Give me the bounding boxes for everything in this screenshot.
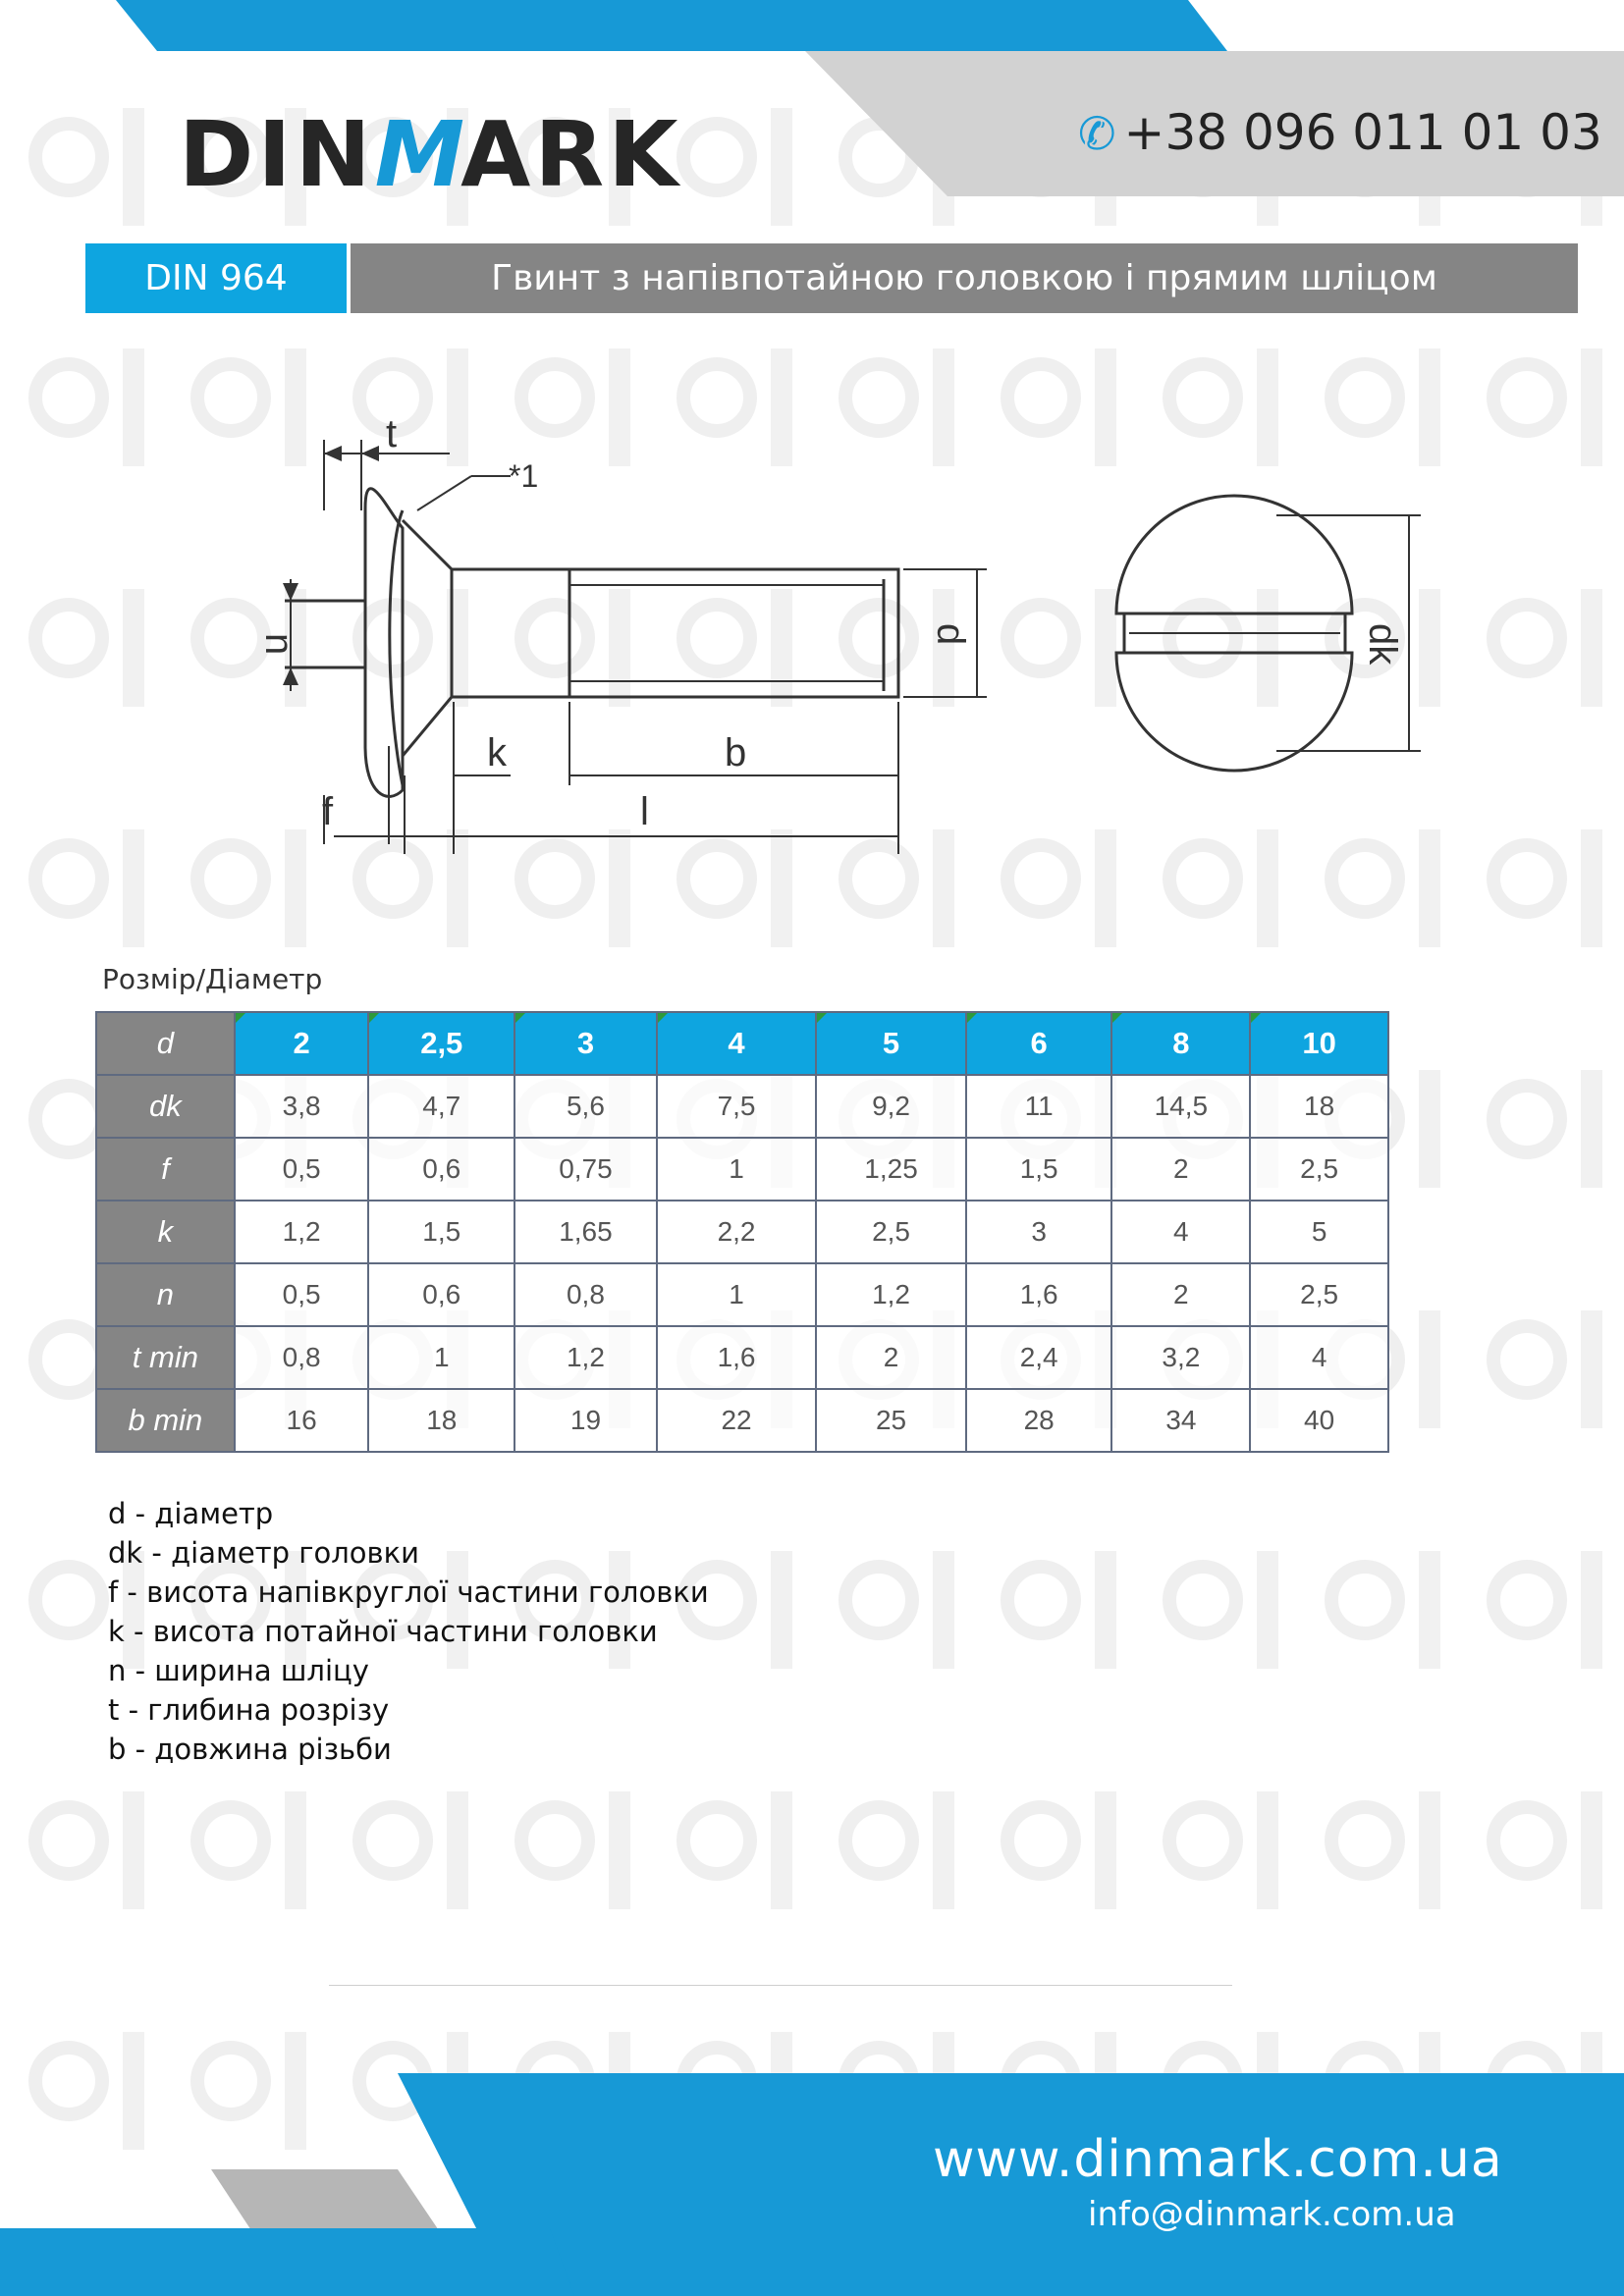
legend-item: d - діаметр — [108, 1497, 274, 1530]
email-link[interactable]: info@dinmark.com.ua — [1088, 2195, 1456, 2234]
legend — [108, 1494, 709, 1769]
pattern-nut-shape — [1007, 1567, 1074, 1633]
legend-item: k - висота потайної частини головки — [108, 1615, 658, 1648]
pattern-bolt-shape — [771, 1551, 792, 1669]
phone-number: +38 096 011 01 03 — [1123, 104, 1602, 161]
table-row — [96, 1326, 1388, 1389]
column-header-text: 8 — [1172, 1026, 1190, 1060]
table-cell: 0,8 — [514, 1263, 657, 1326]
column-header-text: 3 — [576, 1026, 595, 1060]
column-header-cell — [816, 1012, 966, 1075]
table-cell: 2,2 — [657, 1201, 816, 1263]
table-cell: 19 — [514, 1389, 657, 1452]
table-header-row — [96, 1012, 1388, 1075]
table-cell: 4 — [1250, 1326, 1388, 1389]
pattern-nut-shape — [35, 1326, 102, 1393]
table-cell: 9,2 — [816, 1075, 966, 1138]
column-header-text: 4 — [728, 1026, 745, 1060]
table-cell: 4,7 — [368, 1075, 514, 1138]
pattern-bolt-shape — [1581, 1791, 1602, 1909]
table-cell: 2,5 — [1250, 1263, 1388, 1326]
table-cell: 5 — [1250, 1201, 1388, 1263]
table-row — [96, 1263, 1388, 1326]
table-cell: 3 — [966, 1201, 1112, 1263]
row-header-cell: dk — [96, 1075, 235, 1138]
table-cell: 28 — [966, 1389, 1112, 1452]
corner-marker — [515, 1013, 525, 1023]
phone-icon: ✆ — [1078, 107, 1116, 160]
pattern-bolt-shape — [1257, 1551, 1278, 1669]
table-caption: Розмір/Діаметр — [102, 963, 323, 995]
table-cell: 1,25 — [816, 1138, 966, 1201]
label-n: n — [257, 633, 300, 656]
table-cell: 11 — [966, 1075, 1112, 1138]
pattern-bolt-shape — [1419, 1070, 1440, 1188]
column-header-cell — [368, 1012, 514, 1075]
legend-item: f - висота напівкруглої частини головки — [108, 1575, 709, 1609]
table-cell: 2,4 — [966, 1326, 1112, 1389]
corner-marker — [236, 1013, 245, 1023]
table-cell: 40 — [1250, 1389, 1388, 1452]
pattern-bolt-shape — [771, 1791, 792, 1909]
table-cell: 1,6 — [966, 1263, 1112, 1326]
pattern-nut-shape — [1169, 1807, 1236, 1874]
pattern-nut-shape — [1493, 1326, 1560, 1393]
column-header-cell — [966, 1012, 1112, 1075]
table-cell: 0,75 — [514, 1138, 657, 1201]
dimensions-table — [95, 1011, 1389, 1453]
corner-marker — [967, 1013, 977, 1023]
label-l: l — [640, 790, 649, 833]
table-cell: 7,5 — [657, 1075, 816, 1138]
column-header-text: 2 — [293, 1026, 310, 1060]
pattern-nut-shape — [35, 1086, 102, 1152]
table-cell: 16 — [235, 1389, 369, 1452]
table-cell: 1 — [657, 1263, 816, 1326]
pattern-bolt-shape — [1581, 1310, 1602, 1428]
row-header-cell: n — [96, 1263, 235, 1326]
column-header-text: 5 — [882, 1026, 900, 1060]
table-cell: 3,2 — [1111, 1326, 1250, 1389]
pattern-bolt-shape — [609, 1791, 630, 1909]
label-note: *1 — [509, 458, 539, 494]
column-header-cell — [514, 1012, 657, 1075]
table-cell: 4 — [1111, 1201, 1250, 1263]
pattern-nut-shape — [1331, 1807, 1398, 1874]
technical-drawing — [0, 0, 1624, 883]
pattern-bolt-shape — [1095, 1791, 1116, 1909]
table-cell: 2 — [1111, 1138, 1250, 1201]
corner-marker — [1112, 1013, 1122, 1023]
pattern-nut-shape — [197, 1807, 264, 1874]
table-cell: 1 — [368, 1326, 514, 1389]
table-cell: 1,2 — [816, 1263, 966, 1326]
corner-marker — [1251, 1013, 1261, 1023]
table-cell: 1,5 — [966, 1138, 1112, 1201]
pattern-nut-shape — [1493, 1086, 1560, 1152]
table-cell: 2,5 — [1250, 1138, 1388, 1201]
table-row — [96, 1389, 1388, 1452]
table-cell: 1,65 — [514, 1201, 657, 1263]
label-t: t — [386, 412, 398, 455]
corner-marker — [817, 1013, 827, 1023]
screw-side-view — [285, 489, 898, 797]
pattern-bolt-shape — [1581, 1551, 1602, 1669]
table-cell: 0,6 — [368, 1263, 514, 1326]
row-header-cell: k — [96, 1201, 235, 1263]
pattern-nut-shape — [1493, 1807, 1560, 1874]
pattern-bolt-shape — [1419, 1791, 1440, 1909]
column-header-cell — [1111, 1012, 1250, 1075]
table-cell: 14,5 — [1111, 1075, 1250, 1138]
table-cell: 3,8 — [235, 1075, 369, 1138]
table-cell: 2 — [1111, 1263, 1250, 1326]
table-cell: 0,5 — [235, 1138, 369, 1201]
row-header-cell: f — [96, 1138, 235, 1201]
pattern-bolt-shape — [933, 1551, 954, 1669]
logo-text-m: M — [374, 102, 461, 207]
pattern-nut-shape — [359, 1807, 426, 1874]
corner-marker — [369, 1013, 379, 1023]
label-b: b — [725, 731, 747, 774]
logo-text-left: DIN — [179, 102, 375, 207]
table-row — [96, 1138, 1388, 1201]
table-cell: 1,2 — [235, 1201, 369, 1263]
pattern-nut-shape — [35, 1807, 102, 1874]
standard-label: DIN 964 — [144, 258, 288, 298]
legend-item: t - глибина розрізу — [108, 1693, 390, 1727]
pattern-nut-shape — [683, 1807, 750, 1874]
pattern-bolt-shape — [1419, 1310, 1440, 1428]
table-cell: 22 — [657, 1389, 816, 1452]
pattern-nut-shape — [845, 1807, 912, 1874]
table-cell: 18 — [368, 1389, 514, 1452]
table-cell: 0,6 — [368, 1138, 514, 1201]
column-header-text: 2,5 — [420, 1026, 463, 1060]
table-cell: 0,5 — [235, 1263, 369, 1326]
column-header-text: 10 — [1302, 1026, 1336, 1060]
row-header-cell: b min — [96, 1389, 235, 1452]
corner-marker — [658, 1013, 668, 1023]
table-cell: 0,8 — [235, 1326, 369, 1389]
pattern-nut-shape — [845, 1567, 912, 1633]
website-link[interactable]: www.dinmark.com.ua — [933, 2130, 1503, 2189]
column-header-cell — [1250, 1012, 1388, 1075]
table-cell: 25 — [816, 1389, 966, 1452]
pattern-bolt-shape — [933, 1791, 954, 1909]
pattern-nut-shape — [35, 1567, 102, 1633]
pattern-nut-shape — [1493, 1567, 1560, 1633]
label-dk: dk — [1361, 623, 1404, 666]
pattern-bolt-shape — [1419, 1551, 1440, 1669]
pattern-nut-shape — [521, 1807, 588, 1874]
table-cell: 1 — [657, 1138, 816, 1201]
pattern-bolt-shape — [1257, 1791, 1278, 1909]
pattern-nut-shape — [1331, 1567, 1398, 1633]
row-header-cell: t min — [96, 1326, 235, 1389]
pattern-bolt-shape — [123, 1791, 144, 1909]
pattern-bolt-shape — [1095, 1551, 1116, 1669]
pattern-bolt-shape — [447, 1791, 468, 1909]
column-header-cell — [657, 1012, 816, 1075]
table-cell: 18 — [1250, 1075, 1388, 1138]
column-header-cell — [235, 1012, 369, 1075]
legend-item: b - довжина різьби — [108, 1733, 392, 1766]
label-d: d — [929, 623, 972, 646]
pattern-nut-shape — [1007, 1807, 1074, 1874]
label-f: f — [322, 790, 334, 833]
table-row — [96, 1075, 1388, 1138]
table-cell: 2 — [816, 1326, 966, 1389]
table-row — [96, 1201, 1388, 1263]
logo-text-right: ARK — [460, 102, 682, 207]
column-header-text: 6 — [1030, 1026, 1048, 1060]
product-title: Гвинт з напівпотайною головкою і прямим шліцом — [491, 258, 1437, 298]
label-k: k — [487, 731, 507, 774]
table-cell: 2,5 — [816, 1201, 966, 1263]
table-cell: 1,2 — [514, 1326, 657, 1389]
legend-item: dk - діаметр головки — [108, 1536, 419, 1570]
table-cell: 1,5 — [368, 1201, 514, 1263]
table-cell: 34 — [1111, 1389, 1250, 1452]
row-header-cell: d — [96, 1012, 235, 1075]
legend-item: n - ширина шліцу — [108, 1654, 369, 1687]
pattern-bolt-shape — [285, 1791, 306, 1909]
divider — [329, 1985, 1232, 1986]
table-cell: 5,6 — [514, 1075, 657, 1138]
pattern-bolt-shape — [1581, 1070, 1602, 1188]
table-cell: 1,6 — [657, 1326, 816, 1389]
pattern-nut-shape — [1169, 1567, 1236, 1633]
